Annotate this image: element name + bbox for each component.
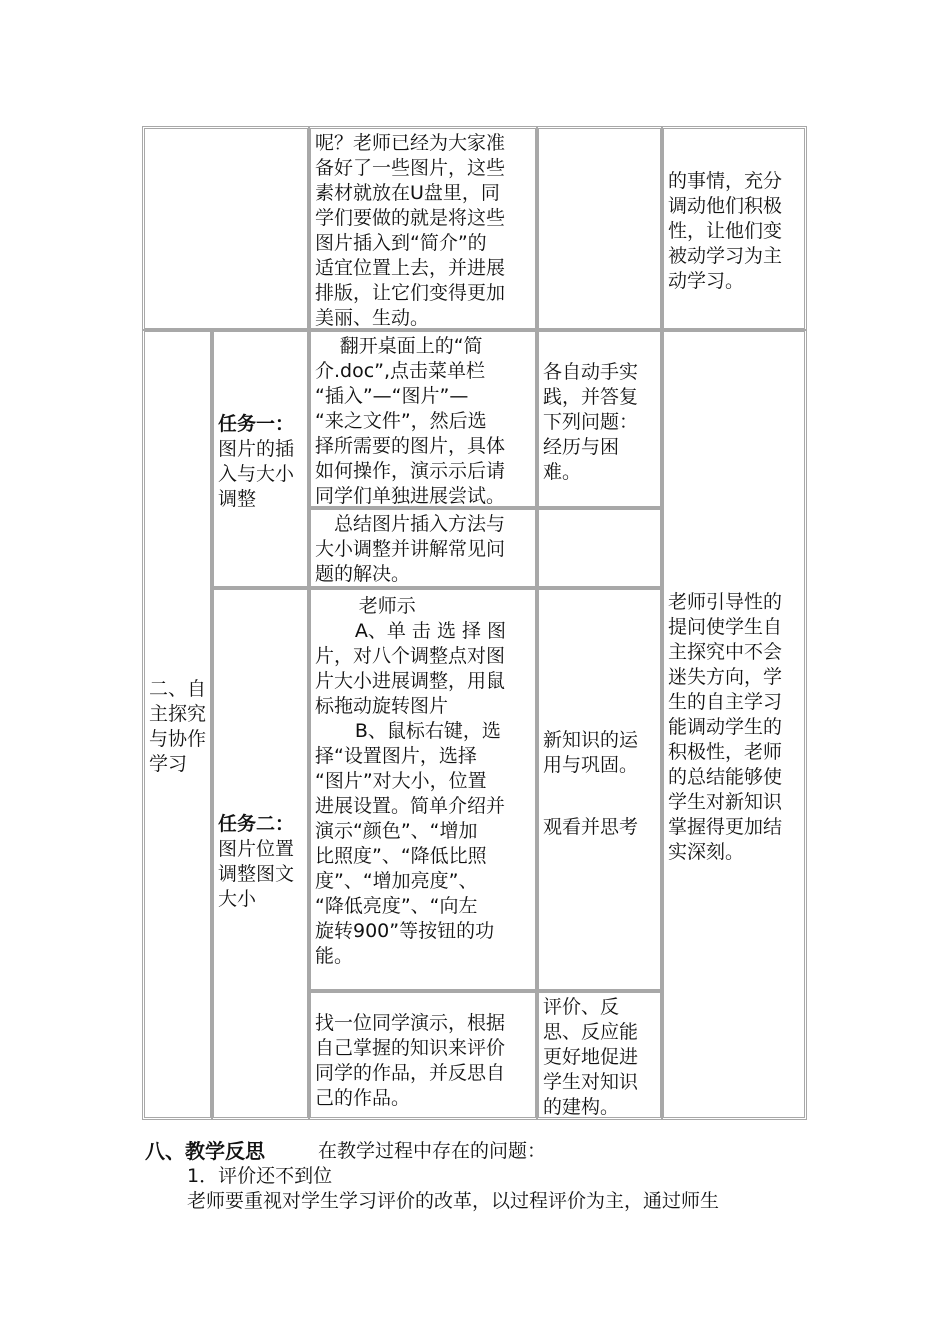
text-line: 择“设置图片，选择 xyxy=(315,745,477,767)
text-line: 介.doc”,点击菜单栏 xyxy=(315,360,486,382)
task1-teacher-text xyxy=(315,334,531,509)
text-line: 提问使学生自 xyxy=(668,616,783,638)
teacher-continued-text xyxy=(315,131,531,331)
text-line: 总结图片插入方法与 xyxy=(334,513,506,535)
text-line: 经历与困 xyxy=(543,436,620,458)
text-line: 更好地促进 xyxy=(543,1046,639,1068)
text-line: 下列问题： xyxy=(543,411,639,433)
reflection-paragraph: 老师要重视对学生学习评价的改革，以过程评价为主，通过师生 xyxy=(187,1190,720,1212)
cell-student-empty xyxy=(536,126,663,331)
cell-task2-teacher xyxy=(308,587,538,992)
cell-task1-desc xyxy=(211,329,310,589)
text-line: 学生对新知识 xyxy=(668,791,783,813)
cell-task2-eval-teacher xyxy=(308,990,538,1120)
text-line: 积极性，老师 xyxy=(668,741,783,763)
reflection-intro: 在教学过程中存在的问题： xyxy=(318,1140,547,1162)
task2-teacher-text xyxy=(315,594,531,969)
cell-section-empty xyxy=(142,126,310,331)
cell-task1-summary xyxy=(308,507,538,589)
text-line: 与协作 xyxy=(149,728,207,750)
text-line: 同学们单独进展尝试。 xyxy=(315,485,506,507)
text-line: 片大小进展调整，用鼠 xyxy=(315,670,506,692)
text-line: 翻开桌面上的“简 xyxy=(339,335,483,357)
task2-eval-teacher-text xyxy=(315,1011,531,1111)
task1-desc xyxy=(218,437,303,512)
text-line: 备好了一些图片，这些 xyxy=(315,157,506,179)
task2-eval-student-text xyxy=(543,995,656,1120)
text-line: 图片的插 xyxy=(218,438,295,460)
text-line: 片，对八个调整点对图 xyxy=(315,645,506,667)
text-line: 迷失方向，学 xyxy=(668,666,783,688)
text-line: 评价、反 xyxy=(543,996,620,1018)
text-line: 比照度”、“降低比照 xyxy=(315,845,487,867)
text-line: 二、自 xyxy=(149,678,207,700)
intent-continued-text xyxy=(668,169,800,294)
text-line: 图片位置 xyxy=(218,838,295,860)
text-line: 能调动学生的 xyxy=(668,716,783,738)
text-line: “图片”对大小，位置 xyxy=(315,770,487,792)
cell-task2-eval-student xyxy=(536,990,663,1120)
text-line: 择所需要的图片，具体 xyxy=(315,435,506,457)
text-line: 调动他们积极 xyxy=(668,195,783,217)
text-line: 题的解决。 xyxy=(315,563,411,585)
text-line: 学习 xyxy=(149,753,188,775)
text-line: 被动学习为主 xyxy=(668,245,783,267)
cell-task1-summary-student xyxy=(536,507,663,589)
text-line: 掌握得更加结 xyxy=(668,816,783,838)
task1-title: 任务一： xyxy=(218,413,295,435)
task2-desc xyxy=(218,837,303,912)
cell-section-intent xyxy=(661,329,807,1120)
text-line: 学生对知识 xyxy=(543,1071,639,1093)
text-line: 老师引导性的 xyxy=(668,591,783,613)
text-line: 老师示 xyxy=(358,595,416,617)
text-line: 大小调整并讲解常见问 xyxy=(315,538,506,560)
text-line: 排版，让它们变得更加 xyxy=(315,282,506,304)
reflection-heading: 八、教学反思 xyxy=(145,1139,265,1163)
text-line: “降低亮度”、“向左 xyxy=(315,895,478,917)
text-line: 入与大小 xyxy=(218,463,295,485)
text-line: 度”、“增加亮度”、 xyxy=(315,870,478,892)
text-line: B、鼠标右键，选 xyxy=(354,720,501,742)
text-line: 各自动手实 xyxy=(543,361,639,383)
cell-task2-student xyxy=(536,587,663,992)
cell-task1-student xyxy=(536,329,663,509)
text-line: 调整 xyxy=(218,488,257,510)
text-line: 思、反应能 xyxy=(543,1021,639,1043)
cell-intent-continued xyxy=(661,126,807,331)
text-line: 如何操作，演示示后请 xyxy=(315,460,506,482)
text-line: 演示“颜色”、“增加 xyxy=(315,820,478,842)
text-line: 调整图文 xyxy=(218,863,295,885)
text-line: 旋转900”等按钮的功 xyxy=(315,920,495,942)
text-line: 主探究 xyxy=(149,703,207,725)
task2-student-line3: 观看并思考 xyxy=(543,816,639,838)
text-line: 同学的作品，并反思自 xyxy=(315,1062,506,1084)
task2-student-line2: 用与巩固。 xyxy=(543,754,639,776)
text-line: 素材就放在U盘里，同 xyxy=(315,182,500,204)
text-line: 适宜位置上去，并进展 xyxy=(315,257,506,279)
text-line: 难。 xyxy=(543,461,582,483)
text-line: 图片插入到“简介”的 xyxy=(315,232,487,254)
text-line: 主探究中不会 xyxy=(668,641,783,663)
task2-title: 任务二： xyxy=(218,813,295,835)
text-line: “插入”—“图片”— xyxy=(315,385,469,407)
text-line: 的总结能够使 xyxy=(668,766,783,788)
text-line: 性，让他们变 xyxy=(668,220,783,242)
text-line: 实深刻。 xyxy=(668,841,745,863)
text-line: 学们要做的就是将这些 xyxy=(315,207,506,229)
text-line: A、单 击 选 择 图 xyxy=(354,620,507,642)
text-line: 自己掌握的知识来评价 xyxy=(315,1037,506,1059)
section-intent-text xyxy=(668,590,800,865)
text-line: 己的作品。 xyxy=(315,1087,411,1109)
task1-summary-text xyxy=(315,512,531,587)
text-line: 标拖动旋转图片 xyxy=(315,695,449,717)
cell-section-label xyxy=(142,329,213,1120)
text-line: 进展设置。简单介绍并 xyxy=(315,795,506,817)
cell-teacher-continued xyxy=(308,126,538,331)
section-label xyxy=(149,677,206,777)
cell-task2-desc xyxy=(211,587,310,1120)
text-line: 的事情，充分 xyxy=(668,170,783,192)
text-line: 找一位同学演示，根据 xyxy=(315,1012,506,1034)
reflection-item1: 1．评价还不到位 xyxy=(187,1165,333,1187)
task2-student-line1: 新知识的运 xyxy=(543,729,639,751)
task1-student-text xyxy=(543,360,656,485)
text-line: 动学习。 xyxy=(668,270,745,292)
text-line: 美丽、生动。 xyxy=(315,307,430,329)
text-line: 践，并答复 xyxy=(543,386,639,408)
text-line: 生的自主学习 xyxy=(668,691,783,713)
text-line: 大小 xyxy=(218,888,257,910)
text-line: 的建构。 xyxy=(543,1096,620,1118)
text-line: “来之文件”，然后选 xyxy=(315,410,487,432)
text-line: 能。 xyxy=(315,945,354,967)
text-line: 呢？老师已经为大家准 xyxy=(315,132,506,154)
cell-task1-teacher xyxy=(308,329,538,509)
